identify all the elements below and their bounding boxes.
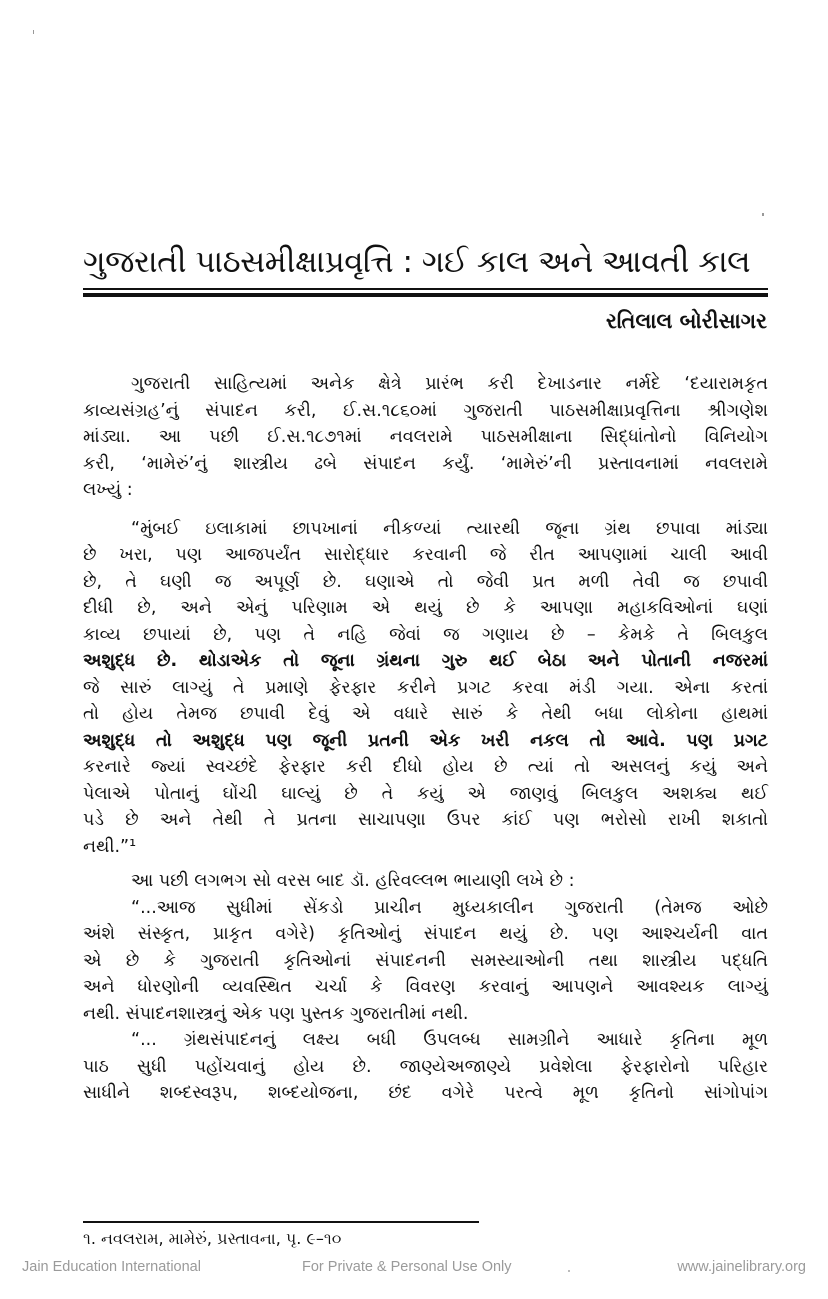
quote-line: છે ખરા, પણ આજપર્યંત સારોદ્ધાર કરવાની જે રીત આપણામાં ચાલી આવી (83, 545, 768, 565)
quote-line: અને ધોરણોની વ્યવસ્થિત ચર્ચા કે વિવરણ કરવાનું આપણને આવશ્યક લાગ્યું (83, 977, 768, 997)
quote-line: અશુદ્ધ છે. થોડાએક તો જૂના ગ્રંથના ગુરુ થઈ બેઠા અને પોતાની નજરમાં (83, 651, 768, 671)
quote-line: પેલાએ પોતાનું ઘોંચી ઘાલ્યું છે તે કયું એ જાણવું બિલકુલ અશક્ય થઈ (83, 783, 768, 804)
quote-line: પડે છે અને તેથી તે પ્રતના સાચાપણા ઉપર કાંઈ પણ ભરોસો રાખી શકાતો (83, 810, 768, 830)
quote-line: પાઠ સુધી પહોંચવાનું હોય છે. જાણ્યેઅજાણ્યે પ્રવેશેલા ફેરફારોનો પરિહાર (83, 1056, 768, 1077)
quote-line: નથી.”¹ (83, 836, 137, 857)
quote-line: દીધી છે, અને એનું પરિણામ એ થયું છે કે આપણા મહાકવિઓનાં ઘણાં (83, 598, 768, 618)
quote-line: “... ગ્રંથસંપાદનનું લક્ષ્ય બધી ઉપલબ્ધ સામગ્રીને આધારે કૃતિના મૂળ (131, 1030, 768, 1050)
paragraph-line: કરી, ‘મામેરું’નું શાસ્ત્રીય ઢબે સંપાદન કર્યું. ‘મામેરું’ની પ્રસ્તાવનામાં નવલરામે (83, 453, 768, 474)
paragraph-line: આ પછી લગભગ સો વરસ બાદ ડૉ. હરિવલ્લભ ભાયાણી લખે છે : (131, 871, 575, 891)
footnote: ૧. નવલરામ, મામેરું, પ્રસ્તાવના, પૃ. ૯–૧૦ (83, 1229, 342, 1248)
paragraph-line: ગુજરાતી સાહિત્યમાં અનેક ક્ષેત્રે પ્રારંભ કરી દેખાડનાર નર્મદે ‘દયારામકૃત (131, 374, 768, 394)
quote-line: છે, તે ઘણી જ અપૂર્ણ છે. ઘણાએ તો જેવી પ્રત મળી તેવી જ છપાવી (83, 571, 768, 592)
title-rule-thin (83, 288, 768, 290)
paragraph-line: લખ્યું : (83, 480, 133, 500)
quote-line: “...આજ સુધીમાં સેંકડો પ્રાચીન મુધ્યકાલીન ગુજરાતી (તેમજ ઓછે (131, 897, 768, 918)
scan-speck (33, 30, 34, 34)
quote-line: કાવ્ય છપાયાં છે, પણ તે નહિ જેવાં જ ગણાય છે – કેમકે તે બિલકુલ (83, 624, 768, 645)
quote-line: તો હોય તેમજ છપાવી દેવું એ વધારે સારું કે તેથી બધા લોકોના હાથમાં (83, 704, 768, 724)
article-body (83, 371, 768, 1107)
title-rule-thick (83, 293, 768, 297)
quote-line: કરનારે જ્યાં સ્વચ્છંદે ફેરફાર કરી દીધો હોય છે ત્યાં તો અસલનું કયું અને (83, 757, 768, 777)
quote-line: અશુદ્ધ તો અશુદ્ધ પણ જૂની પ્રતની એક ખરી નકલ તો આવે. પણ પ્રગટ (83, 730, 768, 751)
quote-line: અંશે સંસ્કૃત, પ્રાકૃત વગેરે) કૃતિઓનું સંપાદન થયું છે. પણ આશ્ચર્યની વાત (83, 924, 768, 944)
article-title: ગુજરાતી પાઠસમીક્ષાપ્રવૃત્તિ : ગઈ કાલ અને આવતી કાલ (83, 244, 751, 280)
quote-line: સાધીને શબ્દસ્વરૂપ, શબ્દયોજના, છંદ વગેરે પરત્વે મૂળ કૃતિનો સાંગોપાંગ (83, 1083, 768, 1103)
paragraph-line: કાવ્યસંગ્રહ’નું સંપાદન કરી, ઈ.સ.૧૮૬૦માં ગુજરાતી પાઠસમીક્ષાપ્રવૃત્તિના શ્રીગણેશ (83, 400, 768, 421)
quote-line: એ છે કે ગુજરાતી કૃતિઓનાં સંપાદનની સમસ્યાઓની તથા શાસ્ત્રીય પદ્ધતિ (83, 950, 768, 971)
paragraph-line: માંડ્યા. આ પછી ઈ.સ.૧૮૭૧માં નવલરામે પાઠસમીક્ષાના સિદ્ધાંતોનો વિનિયોગ (83, 427, 768, 447)
article-author: રતિલાલ બોરીસાગર (605, 309, 767, 333)
watermark-publisher: Jain Education International (22, 1259, 201, 1275)
paragraph-gap (83, 504, 768, 516)
watermark-website-link[interactable]: www.jainelibrary.org (677, 1259, 806, 1275)
quote-line: “મુંબઈ ઇલાકામાં છાપખાનાં નીકળ્યાં ત્યારથી જૂના ગ્રંથ છપાવા માંડ્યા (131, 518, 768, 539)
watermark-usage-notice: For Private & Personal Use Only (302, 1259, 512, 1275)
scan-speck (762, 213, 764, 216)
scan-speck (568, 1270, 570, 1272)
paragraph-gap (83, 860, 768, 868)
footnote-rule (83, 1221, 479, 1223)
quote-line: જે સારું લાગ્યું તે પ્રમાણે ફેરફાર કરીને પ્રગટ કરવા મંડી ગયા. એના કરતાં (83, 677, 768, 698)
quote-line: નથી. સંપાદનશાસ્ત્રનું એક પણ પુસ્તક ગુજરાતીમાં નથી. (83, 1003, 469, 1024)
